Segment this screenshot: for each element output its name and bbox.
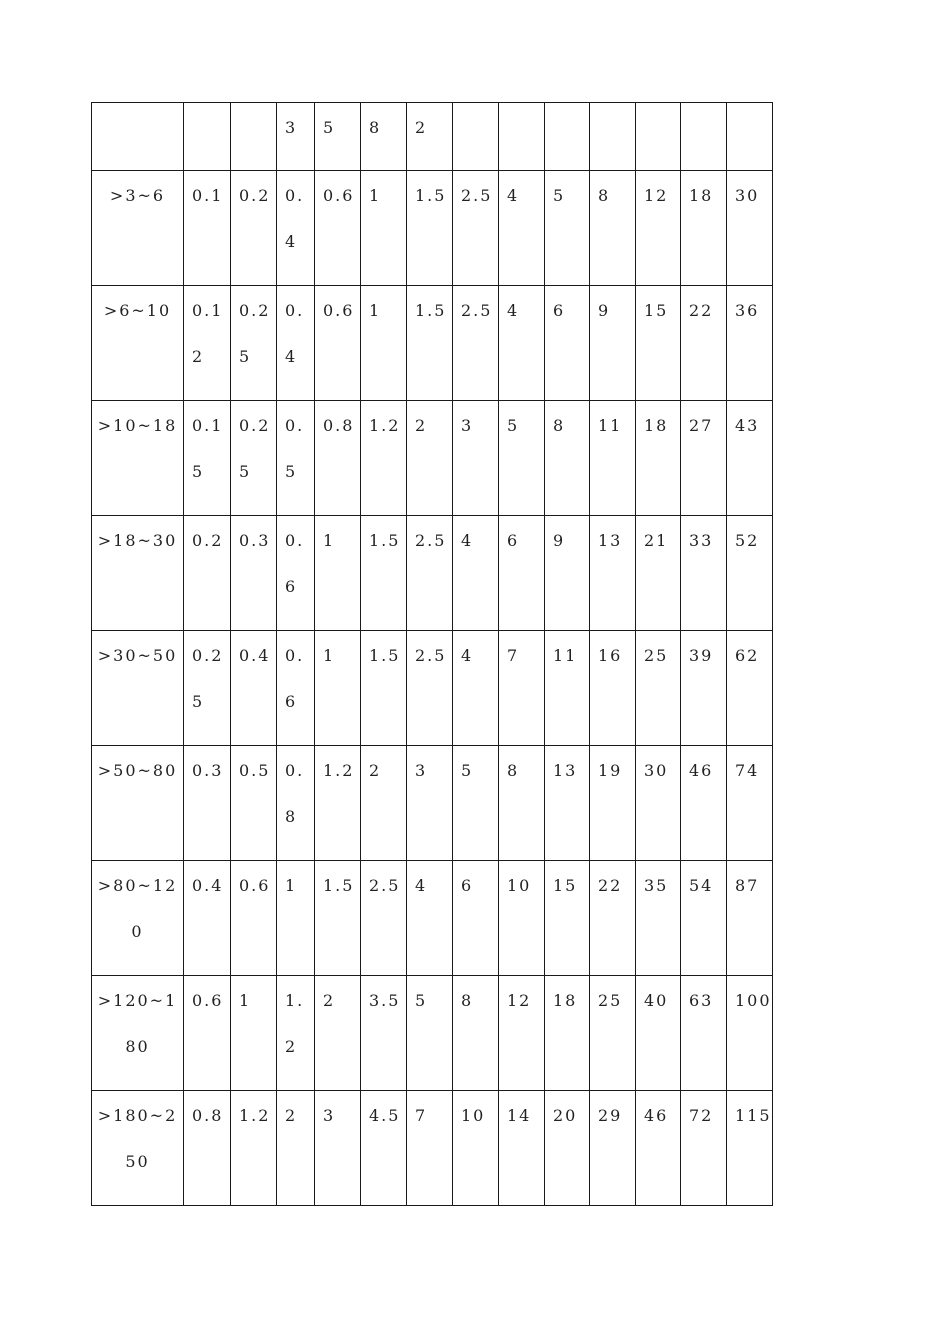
tolerance-value-cell [681, 976, 727, 1091]
size-range-cell [92, 631, 184, 746]
cell-text: 0.6 [323, 301, 355, 320]
tolerance-value-cell [315, 746, 361, 861]
cell-text: 8 [461, 991, 474, 1010]
tolerance-value-cell [727, 516, 773, 631]
size-range-cell [92, 286, 184, 401]
cell-text: 2.5 [369, 876, 401, 895]
cell-text: 27 [689, 416, 714, 435]
size-range-cell [92, 976, 184, 1091]
tolerance-value-cell [315, 1091, 361, 1206]
cell-text: 1.2 [323, 761, 355, 780]
cell-text: >6~10 [103, 301, 172, 320]
tolerance-value-cell [407, 976, 453, 1091]
table-row [92, 103, 773, 171]
tolerance-value-cell [231, 103, 277, 171]
size-range-cell [92, 401, 184, 516]
tolerance-value-cell [361, 171, 407, 286]
cell-text: 11 [598, 416, 623, 435]
cell-text: 10 [507, 876, 532, 895]
size-range-cell [92, 861, 184, 976]
cell-text: 7 [415, 1106, 428, 1125]
cell-text: 2.5 [461, 301, 493, 320]
cell-text: 0.12 [192, 301, 224, 366]
cell-text: 1.5 [369, 646, 401, 665]
tolerance-value-cell [499, 103, 545, 171]
tolerance-value-cell [499, 401, 545, 516]
cell-text: 1 [323, 646, 336, 665]
tolerance-value-cell [184, 1091, 231, 1206]
tolerance-value-cell [636, 631, 681, 746]
tolerance-value-cell [231, 1091, 277, 1206]
tolerance-value-cell [590, 103, 636, 171]
cell-text: 8 [553, 416, 566, 435]
cell-text: 8 [598, 186, 611, 205]
tolerance-value-cell [407, 1091, 453, 1206]
cell-text: 12 [644, 186, 669, 205]
cell-text: 54 [689, 876, 714, 895]
cell-text: 115 [735, 1106, 772, 1125]
cell-text: 63 [689, 991, 714, 1010]
cell-text: 1.2 [239, 1106, 271, 1125]
tolerance-value-cell [315, 631, 361, 746]
cell-text: 16 [598, 646, 623, 665]
cell-text: 0.2 [192, 531, 224, 550]
cell-text: 0.2 [239, 186, 271, 205]
cell-text: 0.4 [285, 301, 305, 366]
tolerance-value-cell [681, 516, 727, 631]
tolerance-value-cell [590, 401, 636, 516]
tolerance-value-cell [453, 746, 499, 861]
tolerance-value-cell [277, 286, 315, 401]
cell-text: 3 [461, 416, 474, 435]
tolerance-value-cell [590, 746, 636, 861]
cell-text: 1 [323, 531, 336, 550]
tolerance-value-cell [184, 171, 231, 286]
tolerance-value-cell [231, 631, 277, 746]
cell-text: 0.5 [239, 761, 271, 780]
tolerance-value-cell [231, 516, 277, 631]
cell-text: 0.1 [192, 186, 224, 205]
cell-text: >180~250 [97, 1106, 178, 1171]
tolerance-value-cell [545, 401, 590, 516]
tolerance-value-cell [727, 171, 773, 286]
cell-text: 52 [735, 531, 760, 550]
cell-text: 0.8 [192, 1106, 224, 1125]
tolerance-value-cell [453, 401, 499, 516]
cell-text: 1 [239, 991, 252, 1010]
tolerance-value-cell [231, 746, 277, 861]
cell-text: 3 [415, 761, 428, 780]
tolerance-value-cell [681, 1091, 727, 1206]
tolerance-value-cell [545, 1091, 590, 1206]
table-row [92, 401, 773, 516]
cell-text: 10 [461, 1106, 486, 1125]
cell-text: 22 [689, 301, 714, 320]
tolerance-value-cell [231, 171, 277, 286]
cell-text: 5 [415, 991, 428, 1010]
size-range-cell [92, 171, 184, 286]
tolerance-value-cell [545, 976, 590, 1091]
cell-text: 30 [644, 761, 669, 780]
table-row [92, 171, 773, 286]
size-range-cell [92, 103, 184, 171]
tolerance-value-cell [636, 286, 681, 401]
tolerance-value-cell [545, 286, 590, 401]
cell-text: 13 [598, 531, 623, 550]
cell-text: 2 [369, 761, 382, 780]
tolerance-value-cell [636, 1091, 681, 1206]
table-row [92, 286, 773, 401]
cell-text: 18 [689, 186, 714, 205]
tolerance-value-cell [315, 976, 361, 1091]
tolerance-value-cell [681, 631, 727, 746]
cell-text: 36 [735, 301, 760, 320]
tolerance-value-cell [361, 1091, 407, 1206]
cell-text: 33 [689, 531, 714, 550]
tolerance-value-cell [453, 976, 499, 1091]
tolerance-value-cell [590, 861, 636, 976]
tolerance-value-cell [277, 1091, 315, 1206]
size-range-cell [92, 516, 184, 631]
cell-text: 11 [553, 646, 578, 665]
tolerance-value-cell [361, 976, 407, 1091]
cell-text: 5 [507, 416, 520, 435]
cell-text: 0.4 [285, 186, 305, 251]
cell-text: 5 [553, 186, 566, 205]
table-row [92, 631, 773, 746]
cell-text: 1.2 [369, 416, 401, 435]
tolerance-value-cell [681, 171, 727, 286]
tolerance-value-cell [231, 286, 277, 401]
cell-text: 2.5 [415, 531, 447, 550]
cell-text: 4 [415, 876, 428, 895]
tolerance-value-cell [231, 861, 277, 976]
cell-text: >30~50 [97, 646, 178, 665]
cell-text: 13 [553, 761, 578, 780]
tolerance-value-cell [361, 286, 407, 401]
cell-text: 74 [735, 761, 760, 780]
tolerance-value-cell [407, 631, 453, 746]
cell-text: 2.5 [461, 186, 493, 205]
cell-text: 1.5 [415, 301, 447, 320]
tolerance-value-cell [184, 631, 231, 746]
tolerance-value-cell [407, 861, 453, 976]
tolerance-value-cell [499, 746, 545, 861]
tolerance-value-cell [407, 103, 453, 171]
tolerance-value-cell [545, 516, 590, 631]
cell-text: 30 [735, 186, 760, 205]
cell-text: 0.25 [239, 301, 271, 366]
tolerance-value-cell [277, 631, 315, 746]
cell-text: 2 [323, 991, 336, 1010]
tolerance-value-cell [184, 286, 231, 401]
cell-text: 0.8 [285, 761, 305, 826]
tolerance-value-cell [361, 103, 407, 171]
tolerance-value-cell [727, 976, 773, 1091]
tolerance-value-cell [727, 103, 773, 171]
cell-text: >120~180 [97, 991, 178, 1056]
tolerance-value-cell [315, 861, 361, 976]
tolerance-value-cell [545, 631, 590, 746]
tolerance-value-cell [407, 746, 453, 861]
size-range-cell [92, 746, 184, 861]
cell-text: 0.6 [285, 646, 305, 711]
tolerance-value-cell [184, 516, 231, 631]
cell-text: 72 [689, 1106, 714, 1125]
cell-text: >10~18 [97, 416, 178, 435]
tolerance-value-cell [453, 171, 499, 286]
cell-text: 40 [644, 991, 669, 1010]
table-row [92, 746, 773, 861]
cell-text: 3.5 [369, 991, 401, 1010]
cell-text: 29 [598, 1106, 623, 1125]
tolerance-value-cell [590, 631, 636, 746]
cell-text: 2 [415, 118, 428, 137]
tolerance-value-cell [407, 401, 453, 516]
tolerance-value-cell [315, 171, 361, 286]
cell-text: 5 [323, 118, 336, 137]
cell-text: 15 [553, 876, 578, 895]
cell-text: 18 [644, 416, 669, 435]
cell-text: 3 [323, 1106, 336, 1125]
table-row [92, 861, 773, 976]
cell-text: 22 [598, 876, 623, 895]
cell-text: >80~120 [97, 876, 178, 941]
tolerance-value-cell [499, 976, 545, 1091]
tolerance-value-cell [727, 1091, 773, 1206]
size-range-cell [92, 1091, 184, 1206]
tolerance-value-cell [499, 516, 545, 631]
tolerance-value-cell [545, 103, 590, 171]
tolerance-value-cell [315, 286, 361, 401]
tolerance-value-cell [277, 103, 315, 171]
tolerance-value-cell [453, 103, 499, 171]
tolerance-value-cell [277, 516, 315, 631]
tolerance-table [91, 102, 773, 1206]
cell-text: 25 [598, 991, 623, 1010]
tolerance-value-cell [590, 516, 636, 631]
cell-text: 0.6 [323, 186, 355, 205]
cell-text: 0.4 [192, 876, 224, 895]
cell-text: 0.6 [239, 876, 271, 895]
cell-text: 5 [461, 761, 474, 780]
cell-text: 0.3 [239, 531, 271, 550]
tolerance-value-cell [277, 746, 315, 861]
cell-text: 4 [461, 646, 474, 665]
cell-text: 2.5 [415, 646, 447, 665]
cell-text: >18~30 [97, 531, 178, 550]
cell-text: 87 [735, 876, 760, 895]
tolerance-value-cell [727, 746, 773, 861]
cell-text: 18 [553, 991, 578, 1010]
tolerance-value-cell [453, 286, 499, 401]
tolerance-value-cell [407, 171, 453, 286]
tolerance-value-cell [361, 861, 407, 976]
tolerance-value-cell [681, 286, 727, 401]
tolerance-value-cell [453, 1091, 499, 1206]
tolerance-value-cell [184, 401, 231, 516]
tolerance-value-cell [681, 746, 727, 861]
cell-text: 3 [285, 118, 298, 137]
tolerance-value-cell [681, 401, 727, 516]
cell-text: 0.25 [239, 416, 271, 481]
tolerance-value-cell [681, 861, 727, 976]
tolerance-value-cell [636, 861, 681, 976]
cell-text: 46 [689, 761, 714, 780]
cell-text: 46 [644, 1106, 669, 1125]
tolerance-value-cell [184, 861, 231, 976]
cell-text: 4 [461, 531, 474, 550]
cell-text: 1 [285, 876, 298, 895]
cell-text: 0.6 [285, 531, 305, 596]
tolerance-value-cell [184, 976, 231, 1091]
tolerance-value-cell [727, 861, 773, 976]
cell-text: 1 [369, 186, 382, 205]
cell-text: 15 [644, 301, 669, 320]
cell-text: 2 [415, 416, 428, 435]
cell-text: 8 [507, 761, 520, 780]
tolerance-value-cell [184, 103, 231, 171]
tolerance-value-cell [277, 976, 315, 1091]
tolerance-value-cell [277, 401, 315, 516]
cell-text: 14 [507, 1106, 532, 1125]
tolerance-value-cell [636, 401, 681, 516]
tolerance-value-cell [636, 976, 681, 1091]
cell-text: 39 [689, 646, 714, 665]
cell-text: 20 [553, 1106, 578, 1125]
cell-text: 21 [644, 531, 669, 550]
cell-text: 100 [735, 991, 772, 1010]
tolerance-value-cell [453, 516, 499, 631]
tolerance-value-cell [636, 746, 681, 861]
cell-text: 12 [507, 991, 532, 1010]
cell-text: 6 [507, 531, 520, 550]
tolerance-value-cell [361, 401, 407, 516]
cell-text: 19 [598, 761, 623, 780]
tolerance-value-cell [590, 1091, 636, 1206]
cell-text: 1.2 [285, 991, 305, 1056]
tolerance-value-cell [499, 631, 545, 746]
cell-text: 7 [507, 646, 520, 665]
cell-text: 1.5 [415, 186, 447, 205]
cell-text: 1 [369, 301, 382, 320]
cell-text: 1.5 [369, 531, 401, 550]
tolerance-value-cell [636, 516, 681, 631]
tolerance-value-cell [277, 861, 315, 976]
tolerance-value-cell [545, 746, 590, 861]
table-row [92, 516, 773, 631]
cell-text: 4.5 [369, 1106, 401, 1125]
cell-text: 0.8 [323, 416, 355, 435]
cell-text: 8 [369, 118, 382, 137]
tolerance-value-cell [361, 516, 407, 631]
tolerance-value-cell [231, 401, 277, 516]
tolerance-value-cell [277, 171, 315, 286]
cell-text: 9 [598, 301, 611, 320]
tolerance-value-cell [636, 171, 681, 286]
tolerance-value-cell [681, 103, 727, 171]
tolerance-value-cell [499, 1091, 545, 1206]
cell-text: 4 [507, 301, 520, 320]
cell-text: 4 [507, 186, 520, 205]
tolerance-value-cell [231, 976, 277, 1091]
cell-text: 0.6 [192, 991, 224, 1010]
cell-text: 0.25 [192, 646, 224, 711]
cell-text: 0.3 [192, 761, 224, 780]
tolerance-value-cell [590, 286, 636, 401]
cell-text: 25 [644, 646, 669, 665]
tolerance-value-cell [499, 286, 545, 401]
tolerance-value-cell [727, 401, 773, 516]
tolerance-value-cell [361, 631, 407, 746]
table-body [92, 103, 773, 1206]
tolerance-value-cell [315, 103, 361, 171]
tolerance-value-cell [407, 516, 453, 631]
cell-text: >3~6 [109, 186, 166, 205]
tolerance-value-cell [727, 631, 773, 746]
cell-text: 2 [285, 1106, 298, 1125]
tolerance-value-cell [590, 976, 636, 1091]
tolerance-value-cell [407, 286, 453, 401]
tolerance-value-cell [499, 171, 545, 286]
cell-text: 0.15 [192, 416, 224, 481]
tolerance-value-cell [499, 861, 545, 976]
cell-text: >50~80 [97, 761, 178, 780]
cell-text: 9 [553, 531, 566, 550]
cell-text: 35 [644, 876, 669, 895]
tolerance-value-cell [545, 171, 590, 286]
tolerance-value-cell [361, 746, 407, 861]
cell-text: 62 [735, 646, 760, 665]
tolerance-value-cell [315, 516, 361, 631]
tolerance-value-cell [184, 746, 231, 861]
tolerance-value-cell [636, 103, 681, 171]
tolerance-value-cell [453, 631, 499, 746]
tolerance-value-cell [590, 171, 636, 286]
table-row [92, 976, 773, 1091]
tolerance-value-cell [545, 861, 590, 976]
cell-text: 1.5 [323, 876, 355, 895]
table-row [92, 1091, 773, 1206]
cell-text: 0.4 [239, 646, 271, 665]
cell-text: 43 [735, 416, 760, 435]
tolerance-value-cell [453, 861, 499, 976]
cell-text: 0.5 [285, 416, 305, 481]
tolerance-value-cell [315, 401, 361, 516]
cell-text: 6 [553, 301, 566, 320]
cell-text: 6 [461, 876, 474, 895]
tolerance-value-cell [727, 286, 773, 401]
